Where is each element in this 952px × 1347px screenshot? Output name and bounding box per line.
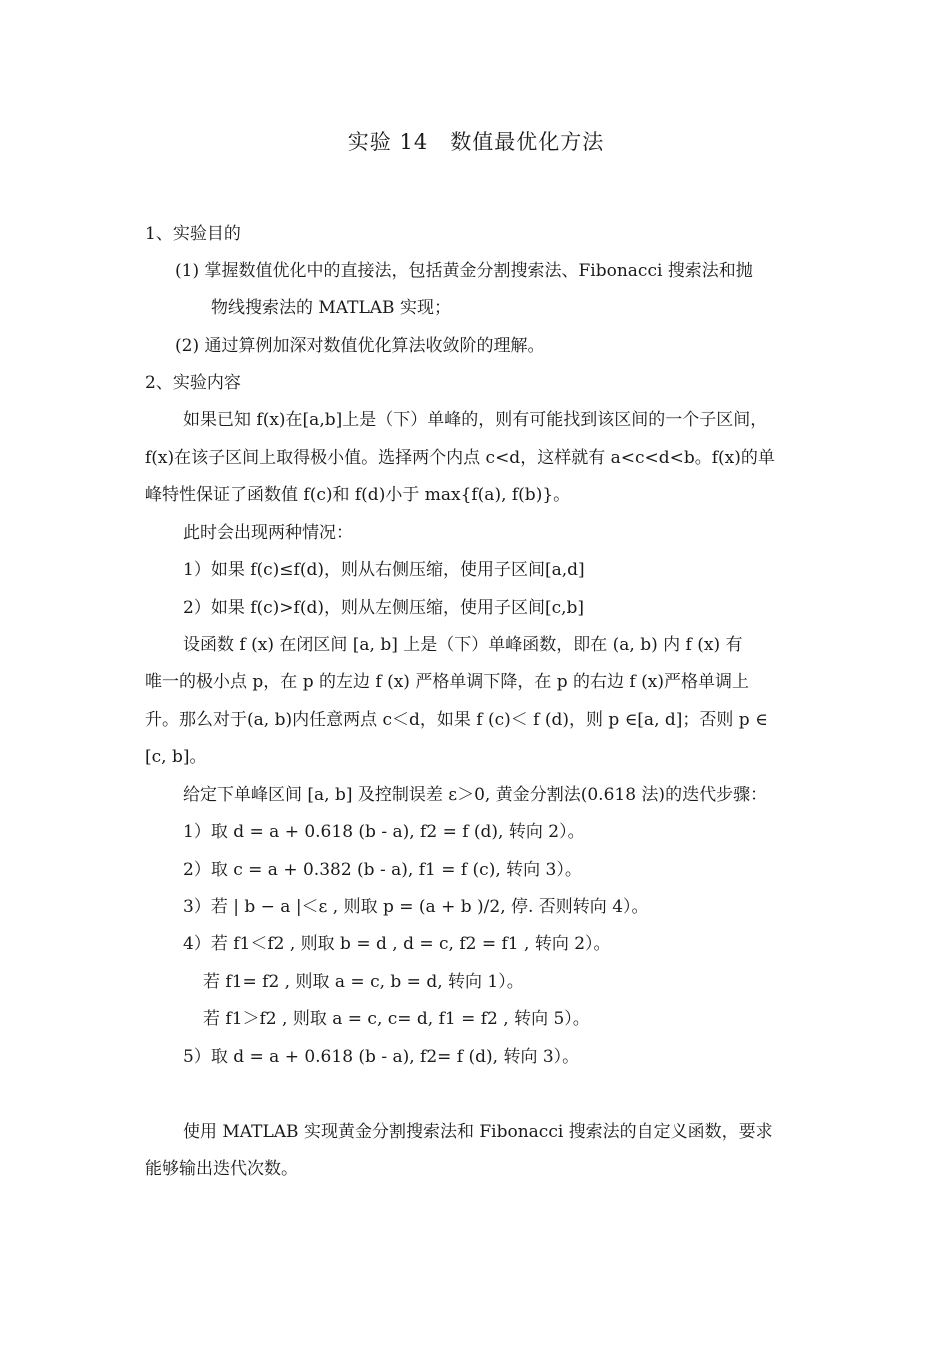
paragraph-3-line-3: 升。那么对于(a, b)内任意两点 c＜d，如果 f (c)＜ f (d)，则 p ∈[a, d]；否则 p ∈ [145, 710, 768, 730]
paragraph-1-line-3: 峰特性保证了函数值 f(c)和 f(d)小于 max{f(a), f(b)}。 [145, 485, 571, 505]
paragraph-2: 此时会出现两种情况： [183, 523, 353, 543]
paragraph-1-line-2: f(x)在该子区间上取得极小值。选择两个内点 c<d，这样就有 a<c<d<b。f(x)的单 [145, 448, 775, 468]
purpose-item-1-line-2: 物线搜索法的 MATLAB 实现； [211, 298, 451, 318]
paragraph-4: 给定下单峰区间 [a, b] 及控制误差 ε＞0, 黄金分割法(0.618 法)的迭代步骤： [183, 785, 768, 805]
step-3: 3）若 | b − a |＜ε , 则取 p = (a + b )/2, 停. 否则转向 4）。 [183, 897, 649, 917]
purpose-item-1-line-1: (1) 掌握数值优化中的直接法，包括黄金分割搜索法、Fibonacci 搜索法和抛 [175, 261, 753, 281]
paragraph-3-line-1: 设函数 f (x) 在闭区间 [a, b] 上是（下）单峰函数，即在 (a, b) 内 f (x) 有 [183, 635, 743, 655]
step-1: 1）取 d = a + 0.618 (b - a), f2 = f (d), 转向 2）。 [183, 822, 585, 842]
final-paragraph-line-1: 使用 MATLAB 实现黄金分割搜索法和 Fibonacci 搜索法的自定义函数，要求 [183, 1122, 773, 1142]
section-heading-purpose: 1、实验目的 [145, 224, 241, 244]
step-5: 5）取 d = a + 0.618 (b - a), f2= f (d), 转向 3）。 [183, 1047, 580, 1067]
page-title: 实验 14 数值最优化方法 [347, 130, 605, 154]
section-heading-content: 2、实验内容 [145, 373, 241, 393]
step-2: 2）取 c = a + 0.382 (b - a), f1 = f (c), 转向 3）。 [183, 860, 582, 880]
step-4-subcase-equal: 若 f1= f2 , 则取 a = c, b = d, 转向 1）。 [203, 972, 524, 992]
case-1: 1）如果 f(c)≤f(d)，则从右侧压缩，使用子区间[a,d] [183, 560, 585, 580]
paragraph-3-line-4: [c, b]。 [145, 747, 207, 767]
paragraph-1-line-1: 如果已知 f(x)在[a,b]上是（下）单峰的，则有可能找到该区间的一个子区间， [183, 410, 768, 430]
case-2: 2）如果 f(c)>f(d)，则从左侧压缩，使用子区间[c,b] [183, 598, 585, 618]
paragraph-3-line-2: 唯一的极小点 p，在 p 的左边 f (x) 严格单调下降，在 p 的右边 f (x)严格单调上 [145, 672, 749, 692]
purpose-item-2: (2) 通过算例加深对数值优化算法收敛阶的理解。 [175, 336, 545, 356]
step-4: 4）若 f1＜f2 , 则取 b = d , d = c, f2 = f1 , 转向 2）。 [183, 934, 611, 954]
step-4-subcase-greater: 若 f1＞f2 , 则取 a = c, c= d, f1 = f2 , 转向 5）。 [203, 1009, 590, 1029]
final-paragraph-line-2: 能够输出迭代次数。 [145, 1159, 298, 1179]
